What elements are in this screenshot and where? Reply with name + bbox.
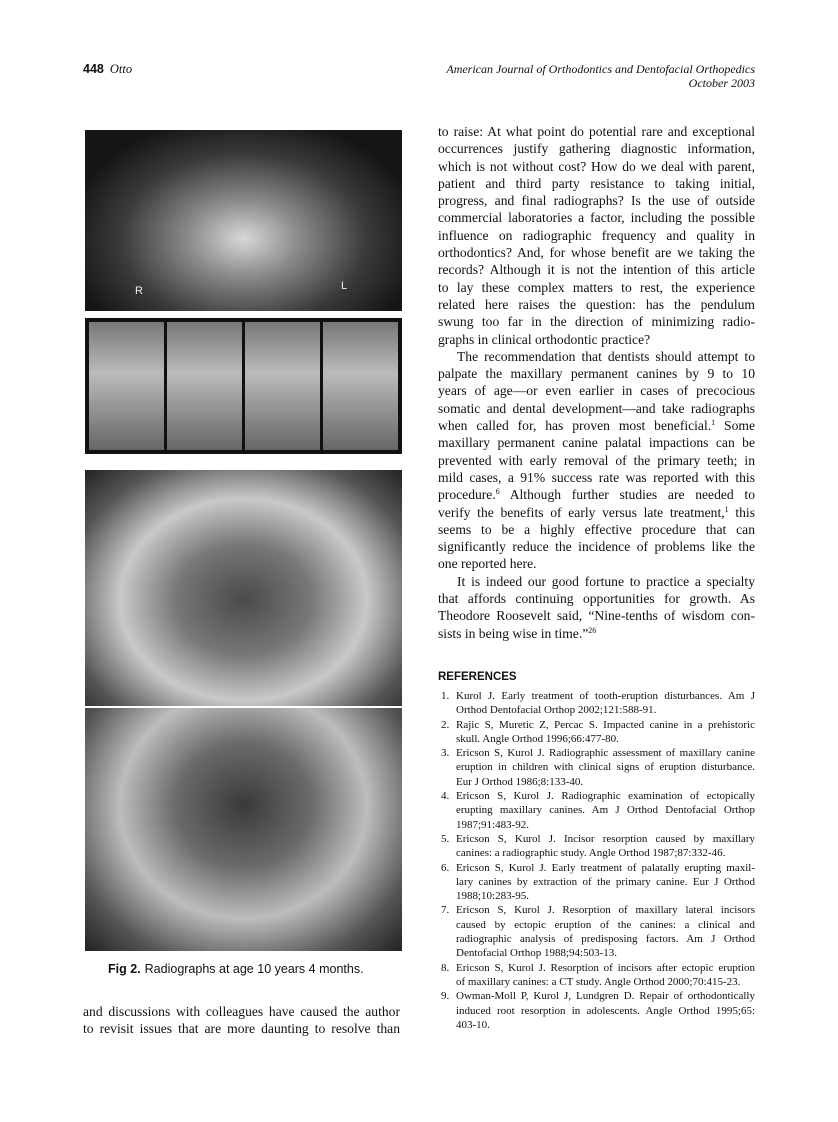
reference-text-line: 403-10. (456, 1018, 490, 1031)
text-line (438, 123, 755, 140)
reference-item (438, 961, 755, 990)
text-segment: graphs in clinical orthodontic practice? (438, 331, 651, 347)
reference-number: 2. (441, 718, 450, 731)
citation-superscript: 6 (495, 487, 500, 497)
text-line (438, 279, 755, 296)
reference-item (438, 746, 755, 789)
text-segment: significantly reduce the incidence of problems like the (438, 539, 755, 555)
periapical-radiographs (85, 318, 402, 454)
text-line (438, 434, 755, 451)
radiograph-mark-right: R (135, 285, 143, 297)
reference-text-line: Ericson S, Kurol J. Incisor resorption caused by maxillary (456, 832, 755, 845)
text-line (438, 175, 755, 192)
text-line (438, 192, 755, 209)
reference-text-line: of maxillary canines: a CT study. Angle Orthod 2000;70:415-23. (456, 975, 741, 988)
reference-item (438, 789, 755, 832)
reference-number: 6. (441, 861, 450, 874)
reference-number: 3. (441, 747, 450, 760)
text-segment: progress, and final radiographs? Is the use of outside (438, 193, 755, 209)
reference-text-line: 1987;91:483-92. (456, 818, 530, 831)
text-line (83, 1020, 400, 1037)
text-line (438, 140, 755, 157)
text-line (438, 469, 755, 486)
text-segment: and discussions with colleagues have caused the author (83, 1004, 400, 1019)
text-line (438, 590, 755, 607)
text-segment: verify the benefits of early versus late treatment, (438, 504, 725, 520)
text-segment: seems to be a highly effective procedure that can (438, 521, 755, 537)
text-line (83, 1003, 400, 1020)
text-line (438, 296, 755, 313)
text-segment: one reported here. (438, 556, 537, 572)
references-list (438, 689, 755, 1032)
text-line (438, 244, 755, 261)
panoramic-radiograph (85, 130, 402, 311)
author-name: Otto (109, 62, 133, 76)
text-line (438, 382, 755, 399)
text-segment: sists in being wise in time.” (438, 625, 589, 641)
text-segment: mild cases, a 91% success rate was reported with this (438, 469, 755, 485)
reference-text-line: Dentofacial Orthop 1988;94:503-13. (456, 947, 617, 960)
text-segment: records? Although it is not the intention of this article (438, 262, 755, 278)
reference-text-line: 1988;10:283-95. (456, 890, 530, 903)
text-segment: to revisit issues that are more daunting to resolve than (83, 1021, 400, 1037)
reference-text-line: radiographic analysis of predisposing factors. Am J Orthod (456, 933, 755, 946)
reference-item (438, 718, 755, 747)
text-segment: influence on radiographic frequency and quality in (438, 227, 755, 243)
reference-text-line: skull. Angle Orthod 1996;66:477-80. (456, 732, 619, 745)
text-segment: procedure. (438, 487, 496, 503)
text-line (438, 261, 755, 278)
reference-number: 4. (441, 790, 450, 803)
reference-text-line: induced root resorption in adolescents. Angle Orthod 1995;65: (456, 1004, 755, 1017)
reference-item (438, 903, 755, 960)
periapical-film (245, 322, 320, 450)
reference-text-line: Ericson S, Kurol J. Early treatment of palatally erupting maxil- (456, 861, 755, 874)
page-number: 448 (83, 62, 104, 76)
reference-text-line: canines: a radiographic study. Angle Orthod 1987;87:332-46. (456, 847, 726, 860)
reference-text-line: eruption in children with clinical signs of eruption disturbance. (456, 761, 755, 774)
reference-item (438, 689, 755, 718)
citation-superscript: 1 (724, 504, 729, 514)
right-column-text (438, 123, 755, 642)
text-segment: to lay these complex matters to rest, the experience (438, 279, 755, 295)
text-segment: which is not without cost? How do we deal with parent, (438, 158, 755, 174)
reference-text-line: Ericson S, Kurol J. Resorption of incisors after ectopic eruption (456, 961, 755, 974)
text-segment: Some (715, 418, 755, 434)
journal-title: American Journal of Orthodontics and Dentofacial Orthopedics (446, 62, 755, 76)
text-line (438, 313, 755, 330)
reference-text-line: Ericson S, Kurol J. Radiographic examination of ectopically (456, 790, 755, 803)
text-line (438, 607, 755, 624)
left-column-text (83, 1003, 400, 1038)
reference-text-line: Eur J Orthod 1986;8:133-40. (456, 775, 584, 788)
text-line (438, 521, 755, 538)
text-segment: years of age—or even earlier in cases of precocious (438, 383, 755, 399)
text-line (438, 400, 755, 417)
text-segment: swung too far in the direction of minimizing radio- (438, 314, 755, 330)
reference-text-line: lary canines by extraction of the primary canine. Eur J Orthod (456, 875, 755, 888)
text-line (438, 573, 755, 590)
periapical-film (89, 322, 164, 450)
reference-number: 9. (441, 990, 450, 1003)
text-segment: It is indeed our good fortune to practice a specialty (457, 573, 755, 589)
text-segment: Although further studies are needed to (499, 487, 755, 503)
reference-text-line: Kurol J. Early treatment of tooth-eruption disturbances. Am J (456, 690, 755, 702)
reference-number: 5. (441, 832, 450, 845)
running-header-right (446, 62, 755, 90)
text-line (438, 209, 755, 226)
text-line (438, 158, 755, 175)
running-header-left (83, 62, 132, 77)
text-line (438, 348, 755, 365)
radiograph-mark-left: L (341, 280, 348, 292)
text-line (438, 227, 755, 244)
periapical-film (323, 322, 398, 450)
reference-text-line: Ericson S, Kurol J. Resorption of maxillary lateral incisors (456, 904, 755, 917)
mandibular-occlusal-radiograph (85, 708, 402, 951)
reference-item (438, 989, 755, 1032)
reference-text-line: Owman-Moll P, Kurol J, Lundgren D. Repair of orthodontically (456, 990, 755, 1003)
reference-number: 1. (441, 690, 450, 702)
text-line (438, 417, 755, 434)
reference-number: 8. (441, 961, 450, 974)
text-segment: maxillary permanent canine palatal impactions can be (438, 435, 755, 451)
figure-label: Fig 2. (108, 962, 141, 976)
text-segment: palpate the maxillary permanent canines by 9 to 10 (438, 366, 755, 382)
reference-text-line: Orthod Dentofacial Orthop 2002;121:588-91. (456, 704, 657, 717)
text-line (438, 365, 755, 382)
text-line (438, 331, 755, 348)
paragraph (438, 123, 755, 348)
text-segment: The recommendation that dentists should attempt to (457, 348, 755, 364)
text-segment: that affords continuing opportunities for growth. As (438, 591, 755, 607)
text-segment: patient and third party resistance to taking initial, (438, 175, 755, 191)
reference-text-line: caused by ectopic eruption of the canines: a clinical and (456, 918, 755, 931)
figure-caption-text: Radiographs at age 10 years 4 months. (144, 962, 364, 976)
reference-text-line: Rajic S, Muretic Z, Percac S. Impacted canine in a prehistoric (456, 718, 755, 731)
reference-item (438, 861, 755, 904)
text-segment: Theodore Roosevelt said, “Nine-tenths of wisdom con- (438, 608, 755, 624)
text-line (438, 486, 755, 503)
reference-text-line: Ericson S, Kurol J. Radiographic assessment of maxillary canine (456, 747, 755, 760)
figure-caption (108, 962, 364, 976)
reference-item (438, 832, 755, 861)
issue-date: October 2003 (688, 76, 755, 90)
text-segment: commercial laboratories a factor, including the possible (438, 210, 755, 226)
text-line (438, 452, 755, 469)
citation-superscript: 1 (711, 418, 716, 428)
paragraph (438, 348, 755, 573)
text-segment: related here raises the question: has the pendulum (438, 296, 755, 312)
text-line (438, 504, 755, 521)
references-heading: REFERENCES (438, 671, 517, 683)
reference-text-line: erupting maxillary canines. Am J Orthod Dentofacial Orthop (456, 804, 755, 817)
text-segment: orthodontics? And, for whose benefit are we taking the (438, 245, 755, 261)
paragraph (438, 573, 755, 642)
text-line (438, 625, 755, 642)
text-segment: prevented with early removal of the primary teeth; in (438, 452, 755, 468)
text-segment: somatic and dental development—and take radiographs (438, 400, 755, 416)
text-segment: when called for, has proven most beneficial. (438, 418, 712, 434)
text-line (438, 538, 755, 555)
periapical-film (167, 322, 242, 450)
reference-number: 7. (441, 904, 450, 917)
maxillary-occlusal-radiograph (85, 470, 402, 706)
text-segment: occurrences justify gathering diagnostic information, (438, 141, 755, 157)
citation-superscript: 26 (588, 625, 597, 635)
text-line (438, 555, 755, 572)
text-segment: this (728, 504, 755, 520)
text-segment: to raise: At what point do potential rare and exceptional (438, 124, 755, 139)
